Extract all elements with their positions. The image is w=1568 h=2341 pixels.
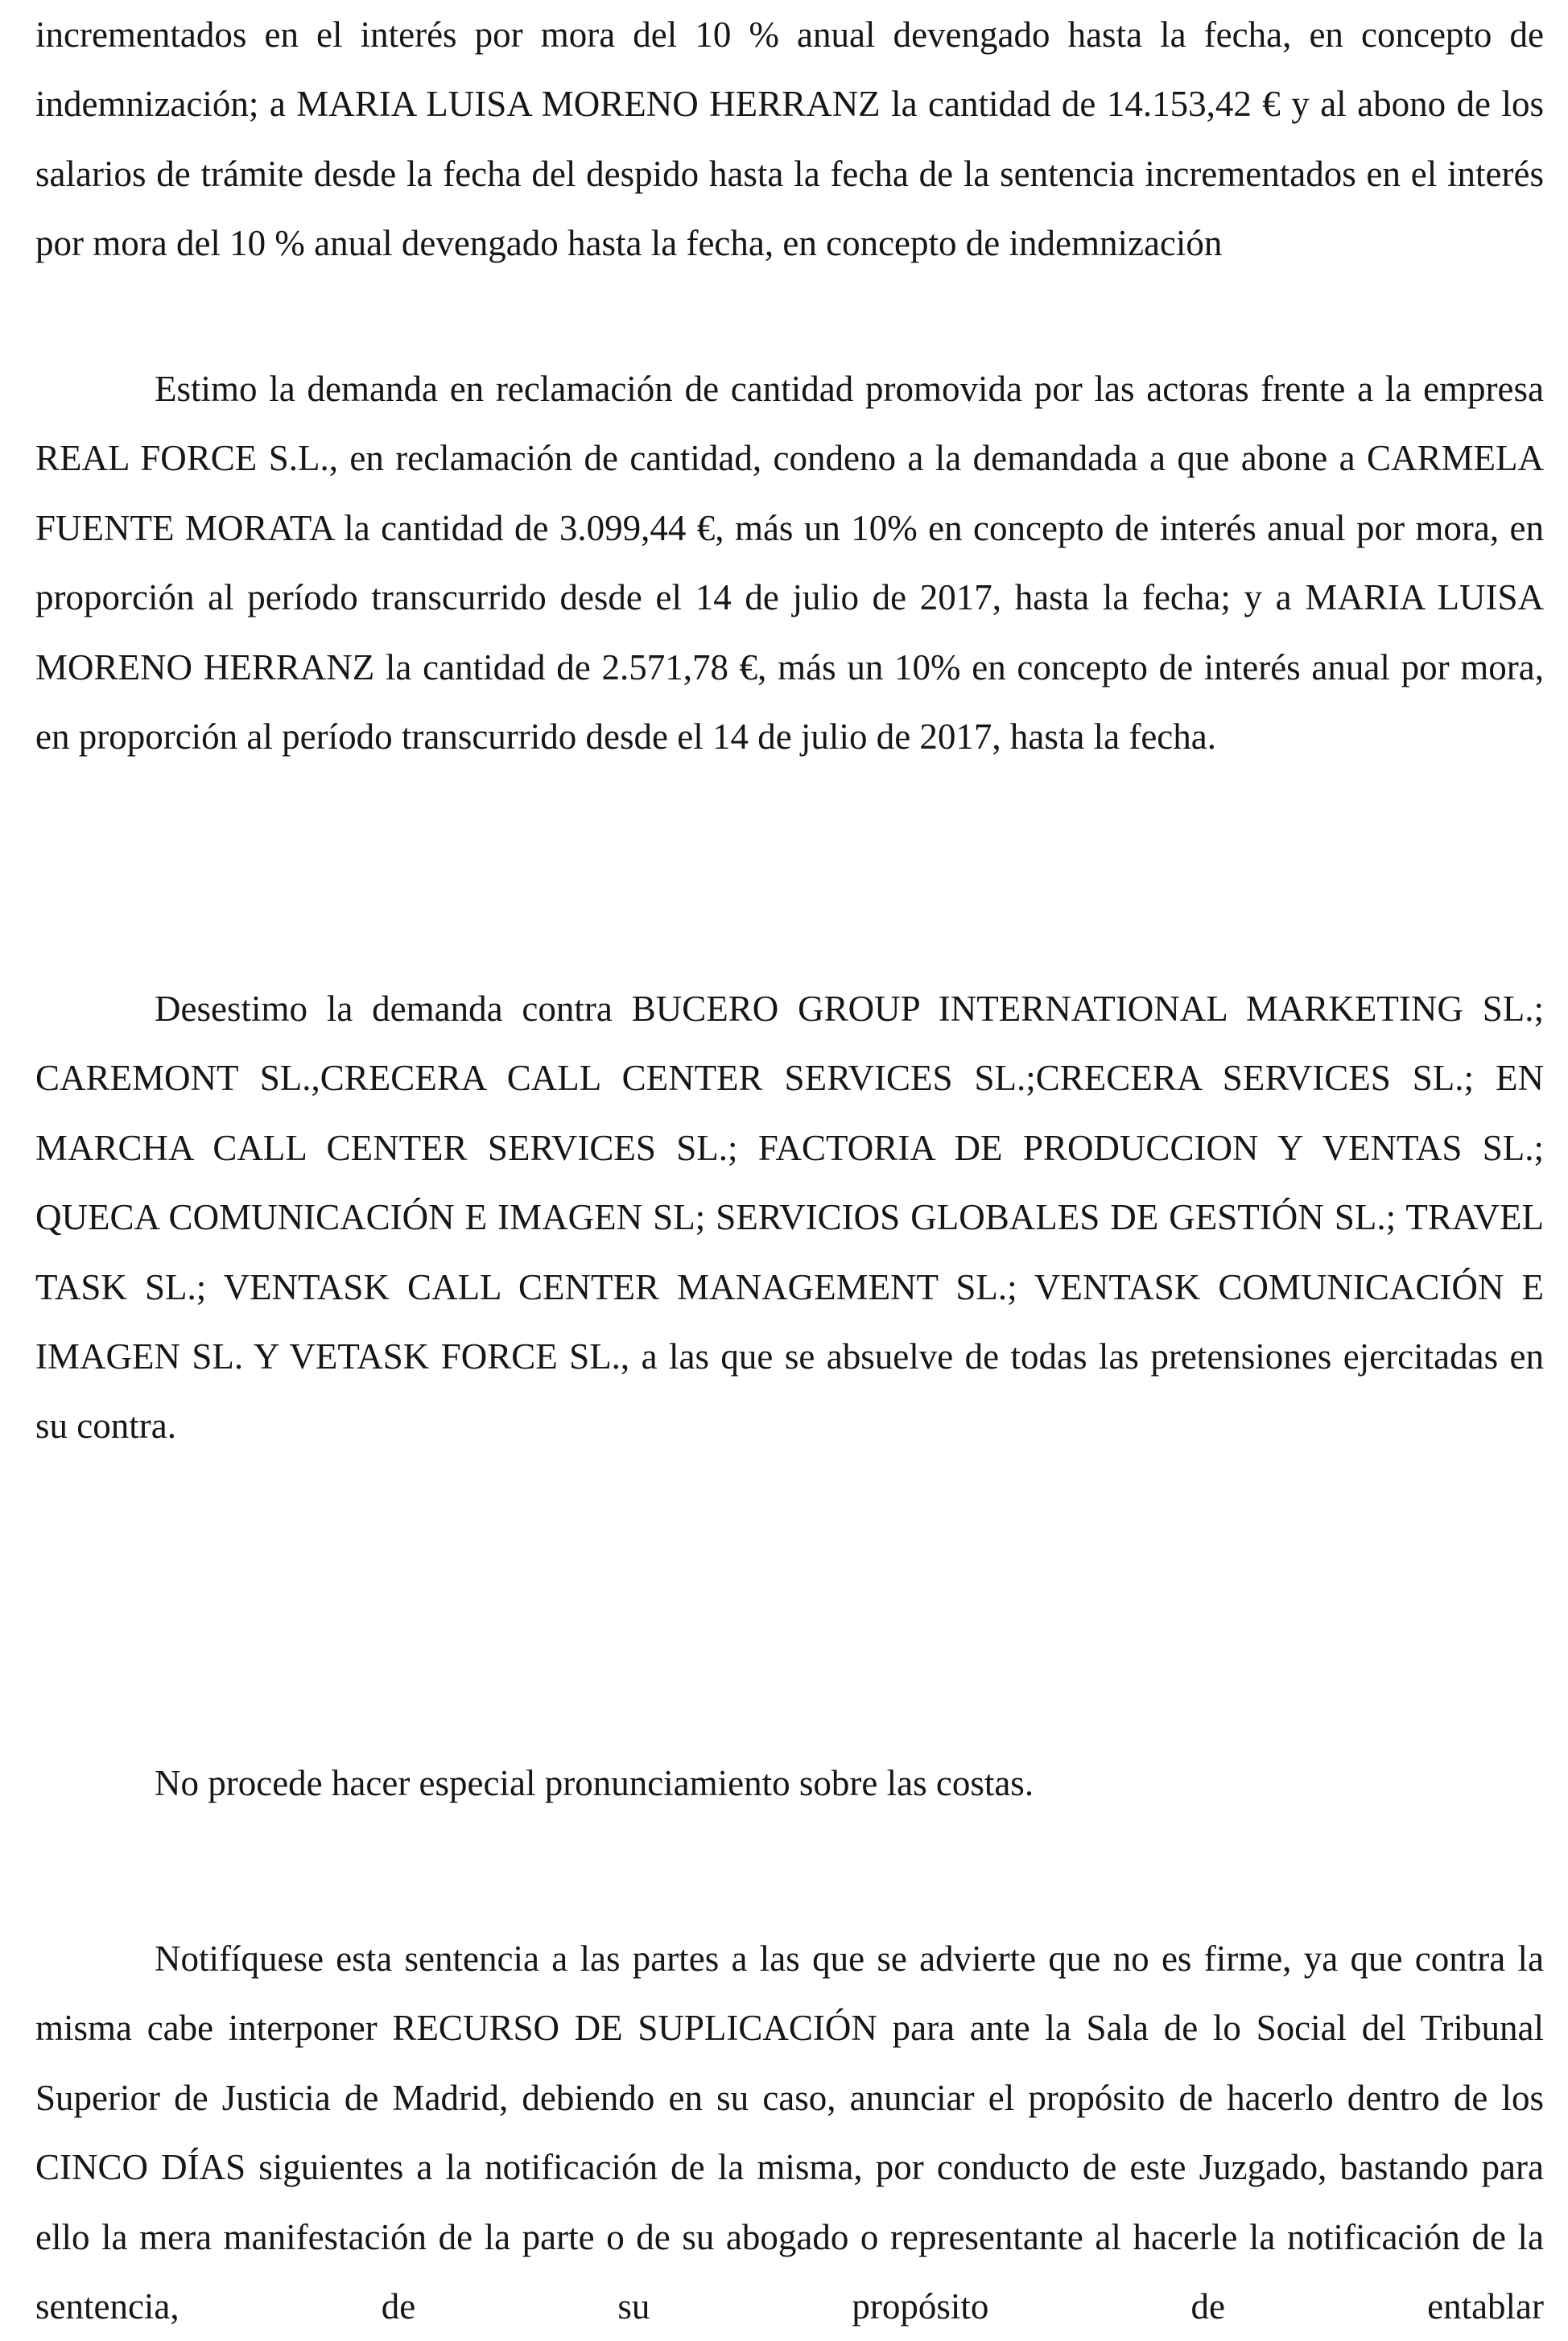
paragraph-reclamacion-cantidad: Estimo la demanda en reclamación de cantidad promovida por las actoras frente a la empresa REAL FORCE S.L., en reclamación de cantidad, condeno a la demandada a que abone a CARMELA FUENTE MORATA la cantidad de 3.099,44 €, más un 10% en concepto de interés anual por mora, en proporción al período transcurrido desde el 14 de julio de 2017, hasta la fecha; y a MARIA LUISA MORENO HERRANZ la cantidad de 2.571,78 €, más un 10% en concepto de interés anual por mora, en proporción al período transcurrido desde el 14 de julio de 2017, hasta la fecha. [35,369,1544,758]
paragraph-desestimacion: Desestimo la demanda contra BUCERO GROUP INTERNATIONAL MARKETING SL.; CAREMONT SL.,CRECERA CALL CENTER SERVICES SL.;CRECERA SERVICES SL.; EN MARCHA CALL CENTER SERVICES SL.; FACTORIA DE PRODUCCION Y VENTAS SL.; QUECA COMUNICACIÓN E IMAGEN SL; SERVICIOS GLOBALES DE GESTIÓN SL.; TRAVEL TASK SL.; VENTASK CALL CENTER MANAGEMENT SL.; VENTASK COMUNICACIÓN E IMAGEN SL. Y VETASK FORCE SL., a las que se absuelve de todas las pretensiones ejercitadas en su contra. [35,989,1544,1447]
paragraph-indemnizacion-continuation: incrementados en el interés por mora del 10 % anual devengado hasta la fecha, en concepto de indemnización; a MARIA LUISA MORENO HERRANZ la cantidad de 14.153,42 € y al abono de los salarios de trámite desde la fecha del despido hasta la fecha de la sentencia incrementados en el interés por mora del 10 % anual devengado hasta la fecha, en concepto de indemnización [35,14,1544,264]
paragraph-costas: No procede hacer especial pronunciamiento sobre las costas. [155,1763,1034,1803]
paragraph-notificacion-recurso: Notifíquese esta sentencia a las partes a las que se advierte que no es firme, ya que contra la misma cabe interponer RECURSO DE SUPLICACIÓN para ante la Sala de lo Social del Tribunal Superior de Justicia de Madrid, debiendo en su caso, anunciar el propósito de hacerlo dentro de los CINCO DÍAS siguientes a la notificación de la misma, por conducto de este Juzgado, bastando para ello la mera manifestación de la parte o de su abogado o representante al hacerle la notificación de la sentencia, de su propósito de entablar [35,1938,1544,2327]
